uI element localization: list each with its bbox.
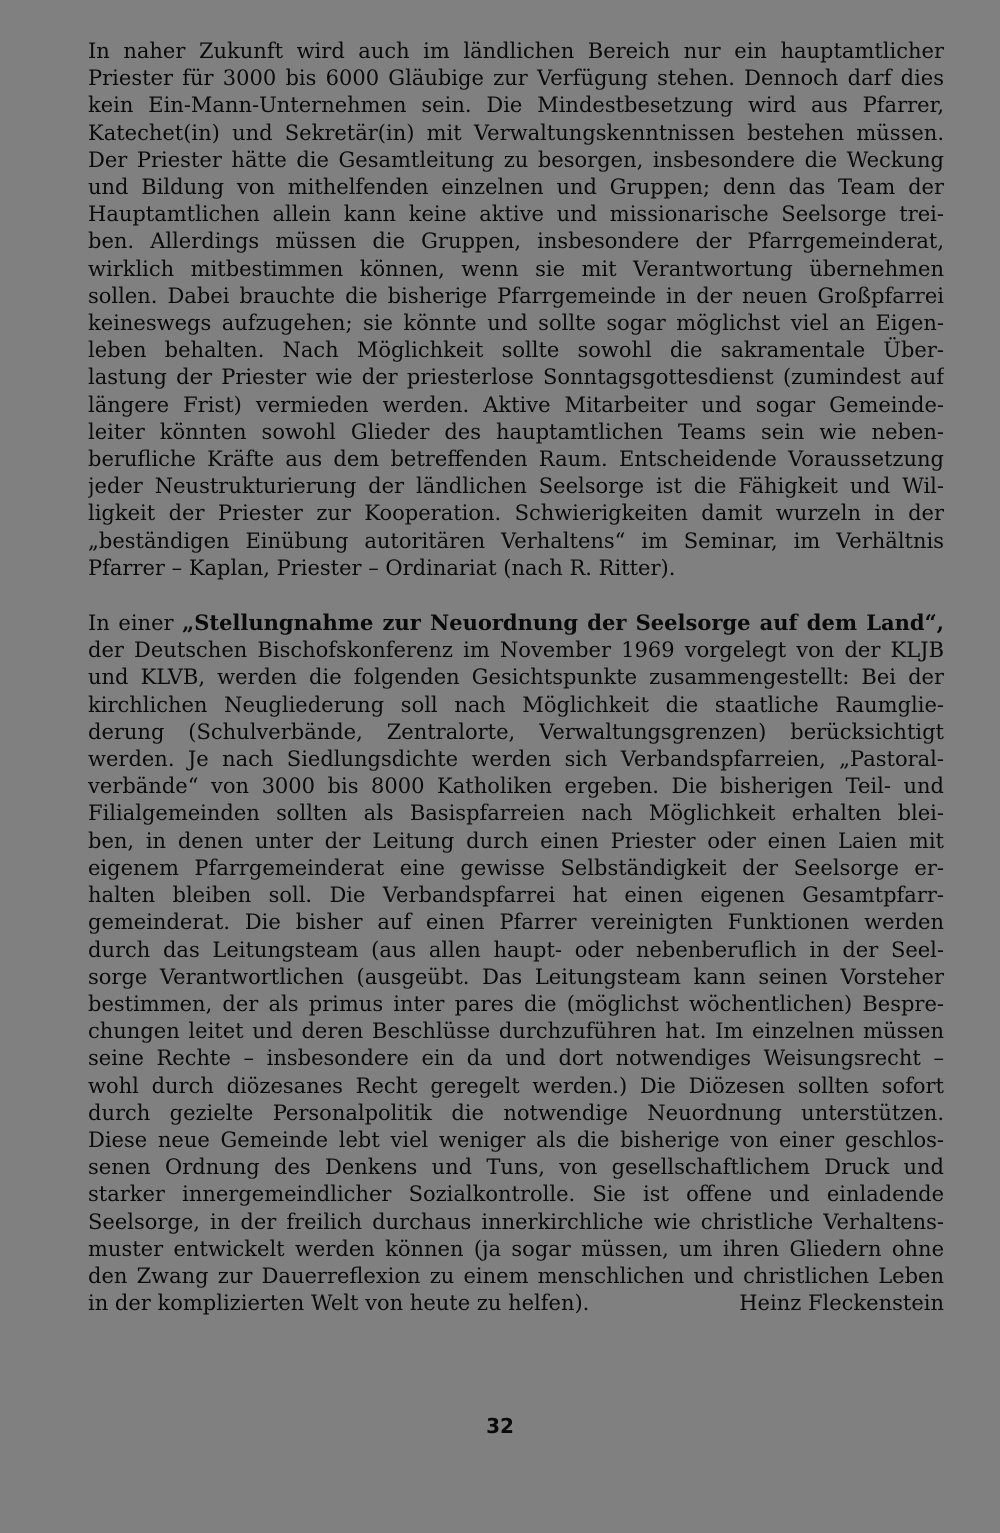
text-line: derung (Schulverbände, Zentralorte, Verwaltungsgrenzen) berücksichtigt: [88, 719, 944, 744]
text-line: Diese neue Gemeinde lebt viel weniger als die bisherige von einer geschlos-: [88, 1127, 944, 1152]
text-line: keineswegs aufzugehen; sie könnte und sollte sogar möglichst viel an Eigen-: [88, 311, 944, 336]
text-line: seine Rechte – insbesondere ein da und dort notwendiges Weisungsrecht –: [88, 1046, 944, 1071]
text-line: berufliche Kräfte aus dem betreffenden Raum. Entscheidende Voraussetzung: [88, 447, 944, 472]
text-line: jeder Neustrukturierung der ländlichen Seelsorge ist die Fähigkeit und Wil-: [88, 474, 944, 499]
text-line: Hauptamtlichen allein kann keine aktive und missionarische Seelsorge trei-: [88, 202, 944, 227]
text-line: der Deutschen Bischofskonferenz im November 1969 vorgelegt von der KLJB: [88, 638, 944, 663]
text-line: halten bleiben soll. Die Verbandspfarrei hat einen eigenen Gesamtpfarr-: [88, 883, 944, 908]
text-line: durch das Leitungsteam (aus allen haupt- oder nebenberuflich in der Seel-: [88, 937, 944, 962]
text-line: durch gezielte Personalpolitik die notwendige Neuordnung unterstützen.: [88, 1100, 944, 1125]
text-line: Pfarrer – Kaplan, Priester – Ordinariat (nach R. Ritter).: [88, 555, 676, 580]
text-line: kein Ein-Mann-Unternehmen sein. Die Mindestbesetzung wird aus Pfarrer,: [88, 93, 944, 118]
text-line: „beständigen Einübung autoritären Verhaltens“ im Seminar, im Verhältnis: [88, 528, 944, 553]
text-line: wirklich mitbestimmen können, wenn sie mit Verantwortung übernehmen: [88, 256, 944, 281]
author-signature: Heinz Fleckenstein: [739, 1291, 944, 1316]
text-line: leiter könnten sowohl Glieder des hauptamtlichen Teams sein wie neben-: [88, 419, 944, 444]
text-line: und Bildung von mithelfenden einzelnen und Gruppen; denn das Team der: [88, 175, 944, 200]
text-line: Seelsorge, in der freilich durchaus innerkirchliche wie christliche Verhaltens-: [88, 1209, 944, 1234]
text-line: Katechet(in) und Sekretär(in) mit Verwaltungskenntnissen bestehen müssen.: [88, 120, 944, 145]
paragraph-1: [88, 38, 944, 582]
text-line: verbände“ von 3000 bis 8000 Katholiken ergeben. Die bisherigen Teil- und: [88, 774, 944, 799]
text-line: leben behalten. Nach Möglichkeit sollte sowohl die sakramentale Über-: [88, 338, 944, 363]
text-line: den Zwang zur Dauerreflexion zu einem menschlichen und christlichen Leben: [88, 1263, 944, 1288]
paragraph-2-closing-text: in der komplizierten Welt von heute zu helfen).: [88, 1291, 590, 1316]
text-line: starker innergemeindlicher Sozialkontrolle. Sie ist offene und einladende: [88, 1182, 944, 1207]
text-line: ligkeit der Priester zur Kooperation. Schwierigkeiten damit wurzeln in der: [88, 501, 944, 526]
text-line: sollen. Dabei brauchte die bisherige Pfarrgemeinde in der neuen Großpfarrei: [88, 283, 944, 308]
text-line: lastung der Priester wie der priesterlose Sonntagsgottesdienst (zumindest auf: [88, 365, 944, 390]
text-line: werden. Je nach Siedlungsdichte werden sich Verbandspfarreien, „Pastoral-: [88, 747, 944, 772]
text-line: Der Priester hätte die Gesamtleitung zu besorgen, insbesondere die Weckung: [88, 147, 944, 172]
text-line: Priester für 3000 bis 6000 Gläubige zur Verfügung stehen. Dennoch darf dies: [88, 66, 944, 91]
text-line: Filialgemeinden sollten als Basispfarreien nach Möglichkeit erhalten blei-: [88, 801, 944, 826]
text-line: wohl durch diözesanes Recht geregelt werden.) Die Diözesen sollten sofort: [88, 1073, 944, 1098]
text-line: ben. Allerdings müssen die Gruppen, insbesondere der Pfarrgemeinderat,: [88, 229, 944, 254]
text-line: bestimmen, der als primus inter pares die (möglichst wöchentlichen) Bespre-: [88, 991, 944, 1016]
paragraph-2: [88, 609, 944, 1317]
text-line: In naher Zukunft wird auch im ländlichen Bereich nur ein hauptamtlicher: [88, 39, 944, 63]
text-line: muster entwickelt werden können (ja sogar müssen, um ihren Gliedern ohne: [88, 1236, 944, 1261]
text-line: kirchlichen Neugliederung soll nach Möglichkeit die staatliche Raumglie-: [88, 692, 944, 717]
paragraph-2-first-line: [88, 609, 944, 637]
page-number: 32: [486, 1414, 514, 1438]
page-body: [88, 38, 944, 1317]
text-line: und KLVB, werden die folgenden Gesichtspunkte zusammengestellt: Bei der: [88, 665, 944, 690]
text-line: ben, in denen unter der Leitung durch einen Priester oder einen Laien mit: [88, 828, 944, 853]
text-line: eigenem Pfarrgemeinderat eine gewisse Selbständigkeit der Seelsorge er-: [88, 855, 944, 880]
paragraph-2-final-line: [88, 1290, 944, 1317]
text-line: längere Frist) vermieden werden. Aktive Mitarbeiter und sogar Gemeinde-: [88, 392, 944, 417]
paragraph-2-intro: In einer: [88, 611, 183, 636]
text-line: sorge Verantwortlichen (ausgeübt. Das Leitungsteam kann seinen Vorsteher: [88, 964, 944, 989]
text-line: senen Ordnung des Denkens und Tuns, von gesellschaftlichem Druck und: [88, 1155, 944, 1180]
statement-title: „Stellungnahme zur Neuordnung der Seelsorge auf dem Land“,: [182, 610, 944, 636]
text-line: gemeinderat. Die bisher auf einen Pfarrer vereinigten Funktionen werden: [88, 910, 944, 935]
text-line: chungen leitet und deren Beschlüsse durchzuführen hat. Im einzelnen müssen: [88, 1019, 944, 1044]
